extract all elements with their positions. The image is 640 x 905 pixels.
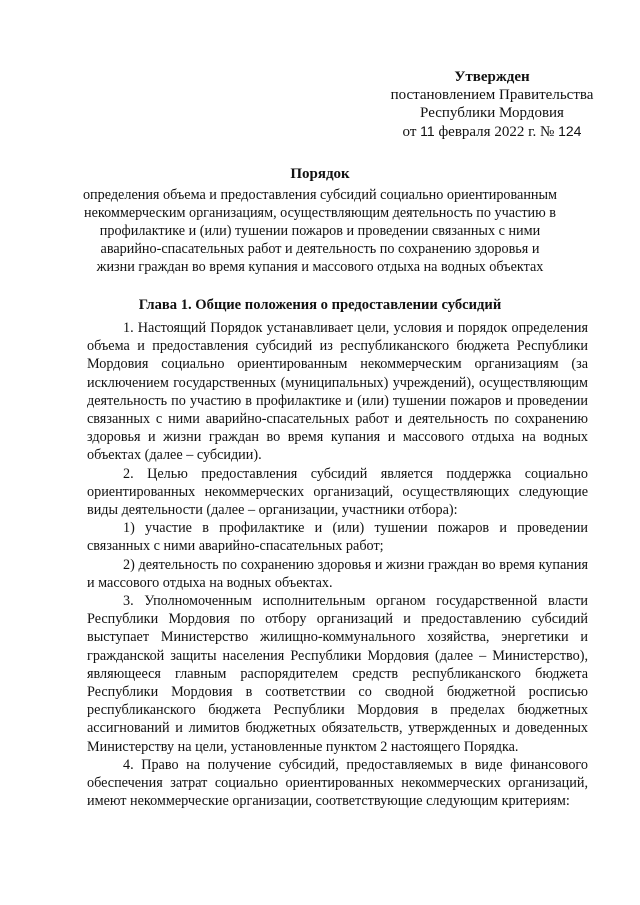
approval-block	[382, 68, 602, 141]
approval-line-republic: Республики Мордовия	[420, 105, 564, 121]
approval-date-line	[382, 122, 602, 141]
paragraph-2-item-2: 2) деятельность по сохранению здоровья и жизни граждан во время купания и массового отдыха на водных объектах.	[87, 556, 588, 591]
document-title: Порядок	[290, 166, 350, 182]
number-prefix: №	[540, 124, 555, 140]
paragraph-2: 2. Целью предоставления субсидий является поддержка социально ориентированных некоммерческих организаций, осуществляющих следующие виды деятельности (далее – организации, участники отбора):	[87, 465, 588, 519]
approval-title: Утвержден	[454, 69, 530, 85]
document-subtitle: определения объема и предоставления субсидий социально ориентированным некоммерческим организациям, осуществляющим деятельность по участию в профилактике и (или) тушении пожаров и проведении связанных с ними аварийно-спасательных работ и деятельность по сохранению здоровья и жизни граждан во время купания и массового отдыха на водных объектах	[82, 187, 558, 275]
paragraph-3: 3. Уполномоченным исполнительным органом государственной власти Республики Мордовия по отбору организаций и предоставлению субсидий выступает Министерство жилищно-коммунального хозяйства, энергетики и гражданской защиты населения Республики Мордовия (далее – Министерство), являющееся главным распорядителем средств республиканского бюджета Республики Мордовия в соответствии со сводной бюджетной росписью республиканского бюджета Республики Мордовия в пределах бюджетных ассигнований и лимитов бюджетных обязательств, утвержденных и доведенных Министерству на цели, установленные пунктом 2 настоящего Порядка.	[87, 593, 588, 755]
paragraph-2-item-1: 1) участие в профилактике и (или) тушении пожаров и проведении связанных с ними аварийно-спасательных работ;	[87, 520, 588, 555]
document-number: 124	[558, 123, 582, 139]
document-body	[87, 319, 588, 810]
paragraph-1: 1. Настоящий Порядок устанавливает цели, условия и порядок определения объема и предоставления субсидий из республиканского бюджета Республики Мордовия социально ориентированным некоммерческим организациям (за исключением государственных (муниципальных) учреждений), осуществляющим деятельность по участию в профилактике и (или) тушении пожаров и проведении связанных с ними аварийно-спасательных работ и деятельность по сохранению здоровья и жизни граждан во время купания и массового отдыха на водных объектах (далее – субсидии).	[87, 320, 588, 464]
paragraph-4: 4. Право на получение субсидий, предоставляемых в виде финансового обеспечения затрат социально ориентированных некоммерческих организаций, имеют некоммерческие организации, соответствующие следующим критериям:	[87, 756, 588, 810]
date-month-year: февраля 2022 г.	[438, 124, 537, 140]
chapter-heading: Глава 1. Общие положения о предоставлении субсидий	[138, 297, 502, 313]
date-day: 11	[420, 123, 435, 139]
approval-line-government: постановлением Правительства	[390, 87, 594, 103]
date-prefix: от	[402, 124, 417, 140]
